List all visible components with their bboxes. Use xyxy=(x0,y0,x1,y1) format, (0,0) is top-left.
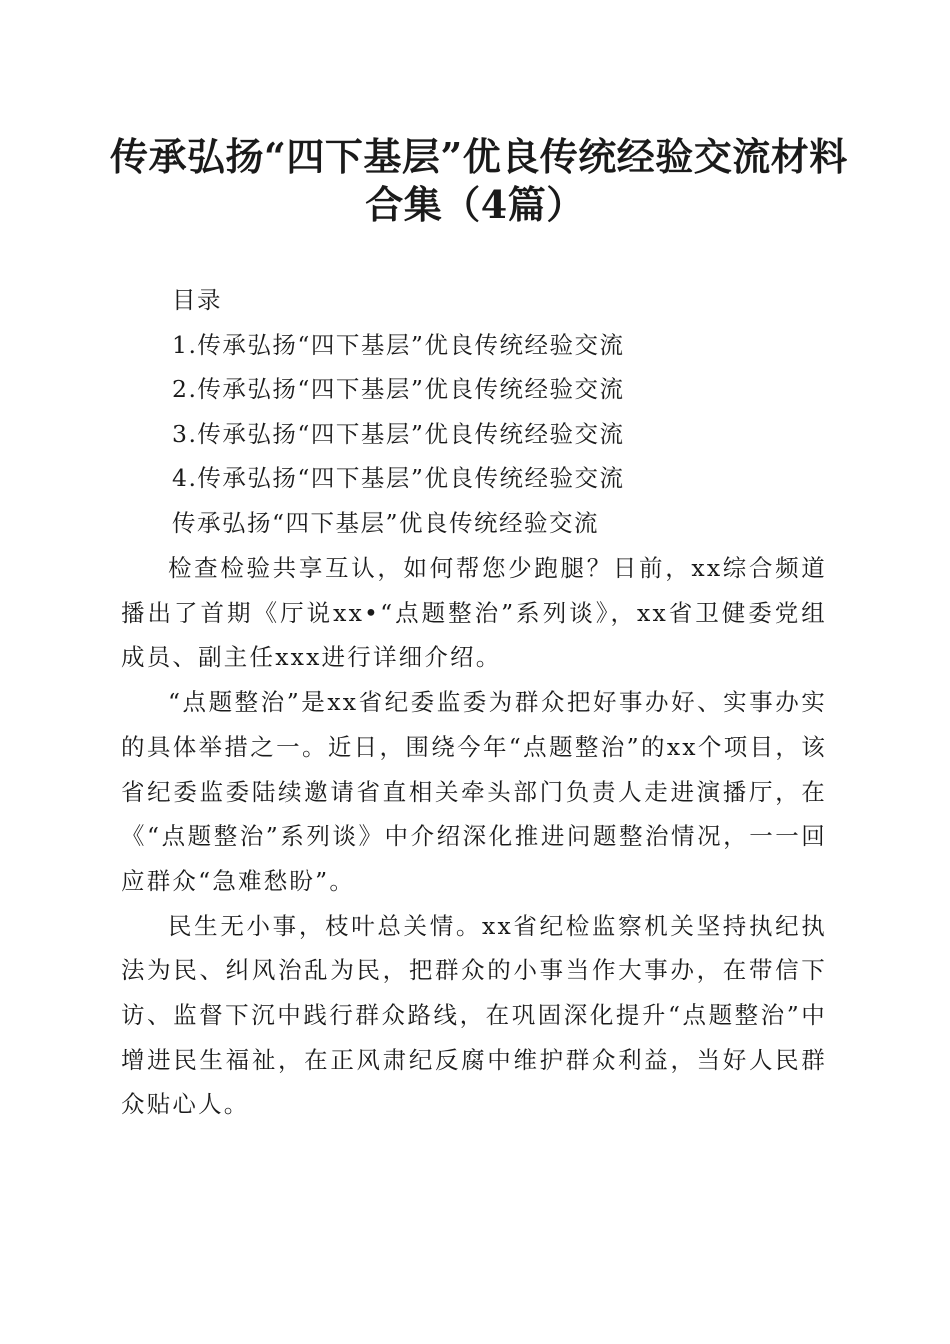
body-text xyxy=(121,546,827,1127)
toc-item-1: 1.传承弘扬“四下基层”优良传统经验交流 xyxy=(172,330,625,359)
toc-item-3: 3.传承弘扬“四下基层”优良传统经验交流 xyxy=(172,419,625,448)
title-line-1: 传承弘扬“四下基层”优良传统经验交流材料 xyxy=(110,134,848,179)
toc-item-2: 2.传承弘扬“四下基层”优良传统经验交流 xyxy=(172,375,625,403)
document-title xyxy=(110,133,848,229)
toc-item-4: 4.传承弘扬“四下基层”优良传统经验交流 xyxy=(172,464,625,492)
section-heading: 传承弘扬“四下基层”优良传统经验交流 xyxy=(172,508,600,537)
toc-heading: 目录 xyxy=(172,286,222,314)
paragraph-3: 民生无小事，枝叶总关情。xx省纪检监察机关坚持执纪执法为民、纠风治乱为民，把群众的小事当作大事办，在带信下访、监督下沉中践行群众路线，在巩固深化提升“点题整治”中增进民生福祉，在正风肃纪反腐中维护群众利益，当好人民群众贴心人。 xyxy=(121,911,827,1119)
paragraph-2: “点题整治”是xx省纪委监委为群众把好事办好、实事办实的具体举措之一。近日，围绕今年“点题整治”的xx个项目，该省纪委监委陆续邀请省直相关牵头部门负责人走进演播厅，在《“点题整治”系列谈》中介绍深化推进问题整治情况，一一回应群众“急难愁盼”。 xyxy=(121,688,827,895)
paragraph-1: 检查检验共享互认，如何帮您少跑腿？日前，xx综合频道播出了首期《厅说xx•“点题整治”系列谈》，xx省卫健委党组成员、副主任xxx进行详细介绍。 xyxy=(121,554,827,672)
title-line-2: 合集（4篇） xyxy=(365,182,585,227)
table-of-contents xyxy=(172,278,832,545)
